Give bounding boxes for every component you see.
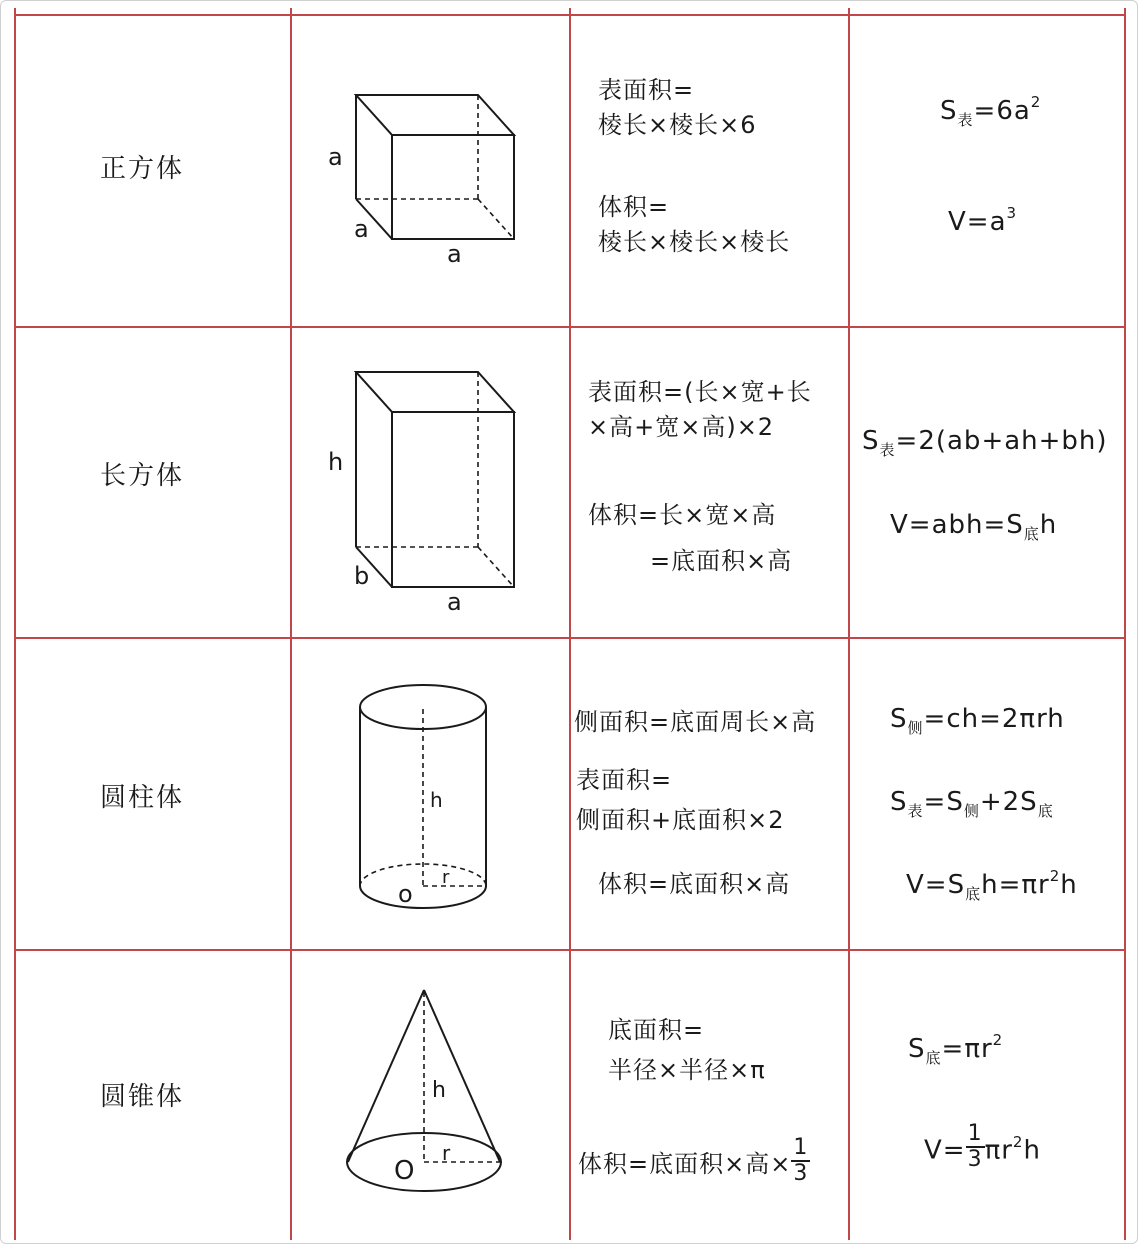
- cuboid-text-2: ×高+宽×高)×2: [588, 413, 775, 441]
- cone-label-radius: r: [442, 1141, 451, 1165]
- cube-text-2: 棱长×棱长×6: [598, 111, 757, 139]
- shape-name: 正方体: [100, 154, 185, 184]
- grid-line: [14, 949, 1126, 951]
- cuboid-label-left: h: [328, 448, 344, 476]
- grid-line: [569, 8, 571, 1240]
- cylinder-text-2: 表面积=: [576, 766, 673, 794]
- cylinder-label-height: h: [430, 788, 443, 812]
- grid-line: [14, 14, 1126, 16]
- shape-name: 圆柱体: [100, 783, 185, 813]
- grid-line: [1124, 8, 1126, 1240]
- cylinder-figure: [350, 675, 500, 925]
- cylinder-text-1: 侧面积=底面周长×高: [574, 708, 817, 736]
- cuboid-figure: [320, 362, 540, 617]
- cuboid-label-bottom: a: [447, 588, 462, 616]
- shape-name: 长方体: [100, 461, 185, 491]
- cube-formula-surface: $S_表=6a^2$: [940, 93, 1042, 129]
- cuboid-label-depth: b: [354, 562, 370, 590]
- cone-formula-volume: V= $\frac{1}{3}$ $\pi r^2h$: [924, 1121, 1041, 1172]
- cylinder-label-center: o: [398, 880, 413, 908]
- cylinder-text-3: 侧面积+底面积×2: [576, 806, 785, 834]
- cube-label-depth: a: [354, 215, 369, 243]
- grid-line: [14, 637, 1126, 639]
- cuboid-text-3: 体积=长×宽×高: [588, 501, 777, 529]
- cone-text-2: 半径×半径×π: [608, 1056, 766, 1084]
- cube-formula-volume: $V=a^3$: [948, 204, 1018, 237]
- cube-text-3: 体积=: [598, 193, 670, 221]
- cube-text-4: 棱长×棱长×棱长: [598, 228, 791, 256]
- cone-formula-base: $S_底=\pi r^2$: [908, 1031, 1004, 1067]
- cuboid-text-4: =底面积×高: [650, 547, 793, 575]
- cone-text-3: 体积=底面积×高× $\frac{1}{3}$: [578, 1135, 809, 1186]
- grid-line: [848, 8, 850, 1240]
- cone-label-height: h: [432, 1078, 446, 1103]
- cylinder-text-4: 体积=底面积×高: [598, 870, 791, 898]
- cuboid-text-1: 表面积=(长×宽+长: [588, 378, 812, 406]
- grid-line: [14, 326, 1126, 328]
- cube-label-bottom: a: [447, 240, 462, 268]
- cube-label-left: a: [328, 143, 343, 171]
- grid-line: [290, 8, 292, 1240]
- cone-text-1: 底面积=: [608, 1016, 705, 1044]
- grid-line: [14, 8, 16, 1240]
- cylinder-label-radius: r: [442, 867, 450, 888]
- cylinder-formula-lateral: $S_侧=ch=2\pi rh$: [890, 704, 1065, 737]
- cone-figure: [340, 982, 510, 1197]
- cylinder-formula-volume: $V=S_底h=\pi r^2h$: [906, 867, 1078, 903]
- cuboid-formula-surface: $S_表=2(ab+ah+bh)$: [862, 426, 1108, 459]
- cylinder-formula-surface: $S_表=S_侧+2S_底$: [890, 787, 1054, 820]
- cube-figure: [320, 85, 540, 270]
- cone-label-center: O: [394, 1156, 415, 1186]
- shape-name: 圆锥体: [100, 1082, 185, 1112]
- cuboid-formula-volume: $V=abh=S_底h$: [890, 510, 1058, 543]
- cube-text-1: 表面积=: [598, 76, 695, 104]
